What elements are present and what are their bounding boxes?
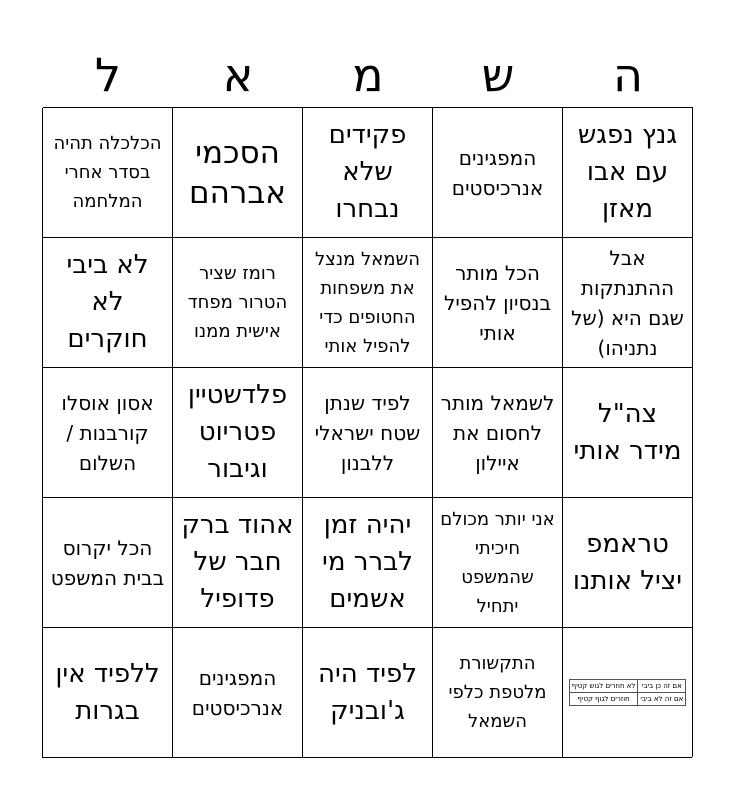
cell-text: גנץ נפגש עם אבו מאזן <box>577 120 678 224</box>
bingo-cell[interactable] <box>432 238 562 368</box>
cell-text: אסון אוסלו קורבנות / השלום <box>61 390 154 475</box>
cell-text: הכל מותר בנסיון להפיל אותי <box>443 260 552 345</box>
bingo-cell[interactable] <box>42 368 172 498</box>
header-letter: ה <box>612 48 644 102</box>
bingo-cell[interactable] <box>432 108 562 238</box>
cell-text: המפגינים אנרכיסטים <box>191 665 284 720</box>
cell-text: יהיה זמן לברר מי אשמים <box>322 510 413 614</box>
bingo-cell[interactable] <box>562 368 692 498</box>
bingo-cell[interactable] <box>172 238 302 368</box>
bingo-board <box>43 107 693 757</box>
cell-text: לפיד היה ג'ובניק <box>317 658 418 726</box>
free-space-text: חוזרים לגוף קטיף <box>569 693 638 706</box>
bingo-cell[interactable] <box>432 498 562 628</box>
cell-text: פלדשטיין פטריוט וגיבור <box>187 380 288 484</box>
cell-text: השמאל מנצל את משפחות החטופים כדי להפיל אותי <box>314 248 421 357</box>
cell-text: אהוד ברק חבר של פדופיל <box>181 510 294 614</box>
bingo-cell[interactable] <box>302 238 432 368</box>
bingo-cell[interactable] <box>172 368 302 498</box>
cell-text: אבל ההתנתקות שגם היא (של נתניהו) <box>571 245 684 360</box>
free-space-table <box>569 679 687 706</box>
free-space-cell[interactable] <box>562 628 692 758</box>
cell-text: המפגינים אנרכיסטים <box>451 145 544 200</box>
bingo-cell[interactable] <box>172 628 302 758</box>
bingo-cell[interactable] <box>302 108 432 238</box>
bingo-cell[interactable] <box>562 108 692 238</box>
bingo-cell[interactable] <box>42 108 172 238</box>
bingo-cell[interactable] <box>562 238 692 368</box>
bingo-header <box>43 44 693 106</box>
header-letter: א <box>222 48 254 102</box>
header-letter: ש <box>481 48 515 102</box>
cell-text: פקידים שלא נבחרו <box>328 120 407 224</box>
cell-text: לשמאל מותר לחסום את איילון <box>440 390 555 475</box>
bingo-cell[interactable] <box>432 628 562 758</box>
cell-text: ללפיד אין בגרות <box>55 658 160 726</box>
cell-text: אני יותר מכולם חיכיתי שהמשפט יתחיל <box>440 508 555 617</box>
cell-text: צה"ל מידר אותי <box>573 398 682 466</box>
header-letter: מ <box>352 48 384 102</box>
free-space-text: לא חוזרים לגוש קטיף <box>569 680 638 693</box>
bingo-cell[interactable] <box>42 628 172 758</box>
cell-text: הכלכלה תהיה בסדר אחרי המלחמה <box>53 133 162 212</box>
cell-text: לפיד שנתן שטח ישראלי ללבנון <box>314 390 421 475</box>
bingo-cell[interactable] <box>42 498 172 628</box>
free-space-text: אם זה לא ביבי <box>638 693 686 706</box>
bingo-cell[interactable] <box>172 498 302 628</box>
bingo-cell[interactable] <box>432 368 562 498</box>
bingo-cell[interactable] <box>562 498 692 628</box>
cell-text: רומז שציר הטרור מפחד אישית ממנו <box>187 263 288 342</box>
header-letter: ל <box>94 48 122 102</box>
cell-text: הכל יקרוס בבית המשפט <box>50 535 165 590</box>
free-space-text: אם זה כן ביבי <box>638 680 686 693</box>
cell-text: הסכמי אברהם <box>189 134 286 211</box>
bingo-cell[interactable] <box>42 238 172 368</box>
bingo-cell[interactable] <box>302 368 432 498</box>
bingo-cell[interactable] <box>302 628 432 758</box>
cell-text: טראמפ יציל אותנו <box>572 528 683 596</box>
bingo-cell[interactable] <box>302 498 432 628</box>
cell-text: לא ביבי לא חוקרים <box>66 250 149 354</box>
bingo-cell[interactable] <box>172 108 302 238</box>
cell-text: התקשורת מלטפת כלפי השמאל <box>448 653 547 732</box>
